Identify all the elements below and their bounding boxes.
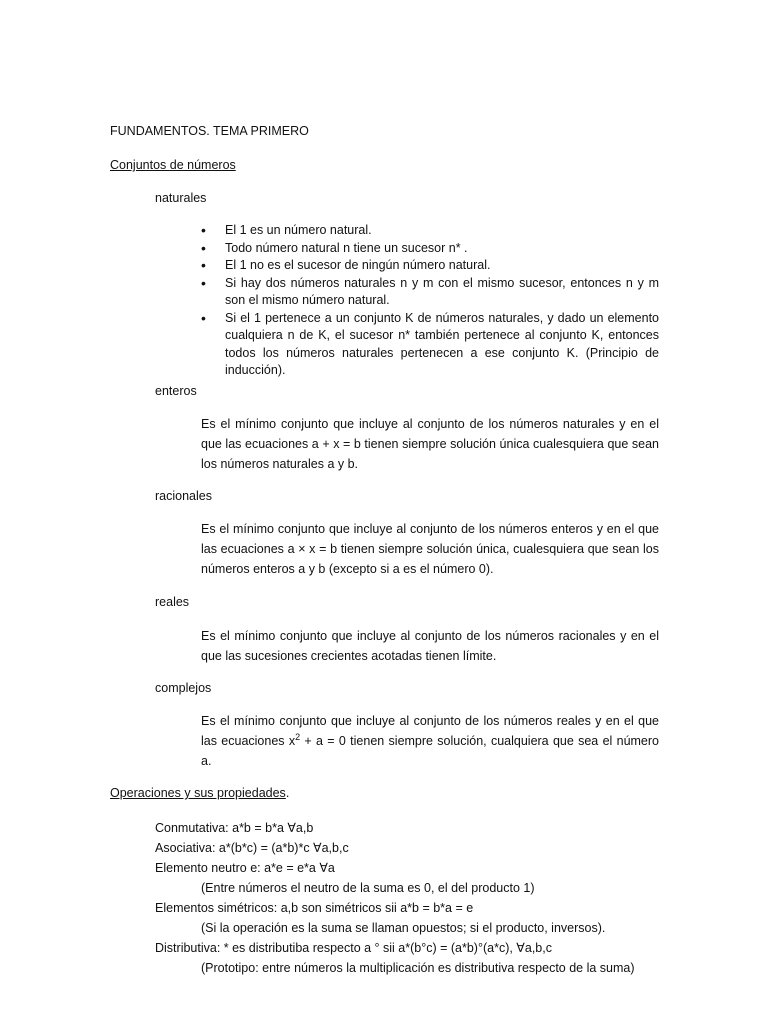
reales-heading: reales xyxy=(155,595,190,609)
property-asociativa: Asociativa: a*(b*c) = (a*b)*c ∀a,b,c xyxy=(155,841,349,855)
enteros-definition: Es el mínimo conjunto que incluye al conjunto de los números naturales y en el que las ecuaciones a + x = b tienen siempre solución única cualesquiera que sean los números naturales a y b. xyxy=(201,417,659,471)
complejos-heading: complejos xyxy=(155,681,212,695)
list-item: • El 1 es un número natural. xyxy=(201,222,659,240)
exponent: 2 xyxy=(295,731,301,742)
property-conmutativa: Conmutativa: a*b = b*a ∀a,b xyxy=(155,821,314,835)
complejos-definition xyxy=(201,711,659,771)
list-item: • Todo número natural n tiene un sucesor n* . xyxy=(201,240,659,258)
property-elementos-simetricos: Elementos simétricos: a,b son simétricos sii a*b = b*a = e xyxy=(155,901,474,915)
naturales-heading: naturales xyxy=(155,191,207,205)
property-elemento-neutro: Elemento neutro e: a*e = e*a ∀a xyxy=(155,861,335,875)
section-conjuntos-heading: Conjuntos de números xyxy=(110,158,236,172)
operations-properties-list xyxy=(155,818,715,978)
section-operaciones-heading xyxy=(110,786,289,800)
complejos-text-before: Es el mínimo conjunto que incluye al conjunto de los números reales y en el que las ecuaciones x xyxy=(201,714,659,748)
property-distributiva: Distributiva: * es distributiba respecto a ° sii a*(b°c) = (a*b)°(a*c), ∀a,b,c xyxy=(155,941,552,955)
naturales-axioms-list xyxy=(201,222,659,380)
list-item: • El 1 no es el sucesor de ningún número natural. xyxy=(201,257,659,275)
enteros-heading: enteros xyxy=(155,384,197,398)
reales-definition: Es el mínimo conjunto que incluye al conjunto de los números racionales y en el que las sucesiones crecientes acotadas tienen límite. xyxy=(201,629,659,663)
list-item: • Si el 1 pertenece a un conjunto K de números naturales, y dado un elemento cualquiera n de K, el sucesor n* también pertenece al conjunto K, entonces todos los números naturales pertenecen a ese conjunto K. (Principio de inducción). xyxy=(201,310,659,380)
racionales-heading: racionales xyxy=(155,489,212,503)
racionales-definition: Es el mínimo conjunto que incluye al conjunto de los números enteros y en el que las ecuaciones a × x = b tienen siempre solución única, cualesquiera que sean los números enteros a y b (excepto si a es el número 0). xyxy=(201,522,659,576)
section-operaciones-title: Operaciones y sus propiedades xyxy=(110,786,286,800)
note-neutro: (Entre números el neutro de la suma es 0, el del producto 1) xyxy=(201,881,535,895)
section-operaciones-period: . xyxy=(285,786,290,800)
list-item: • Si hay dos números naturales n y m con el mismo sucesor, entonces n y m son el mismo número natural. xyxy=(201,275,659,310)
note-simetricos: (Si la operación es la suma se llaman opuestos; si el producto, inversos). xyxy=(201,921,606,935)
document-title: FUNDAMENTOS. TEMA PRIMERO xyxy=(110,124,309,138)
complejos-text-after: + a = 0 tienen siempre solución, cualquiera que sea el número a. xyxy=(201,734,659,768)
note-distributiva: (Prototipo: entre números la multiplicación es distributiva respecto de la suma) xyxy=(201,961,635,975)
